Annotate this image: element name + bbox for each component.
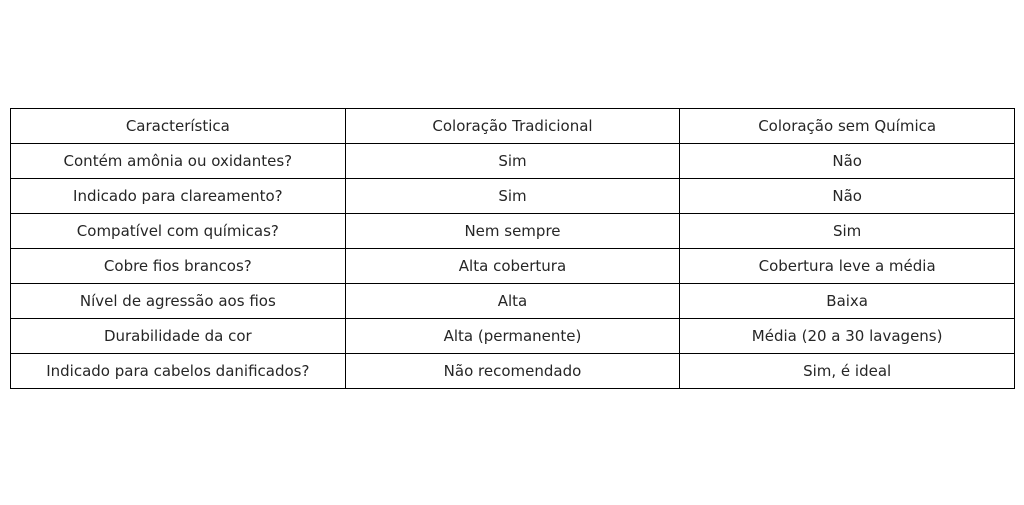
table-row [11,319,1015,354]
header-cell-coloracao-sem-quimica: Coloração sem Química [680,109,1015,144]
table-row [11,249,1015,284]
table-cell: Sim [680,214,1015,249]
header-cell-coloracao-tradicional: Coloração Tradicional [345,109,680,144]
table-row [11,354,1015,389]
table-cell: Sim [345,144,680,179]
table-cell: Nível de agressão aos fios [11,284,346,319]
header-cell-caracteristica: Característica [11,109,346,144]
table-cell: Alta (permanente) [345,319,680,354]
table-row [11,284,1015,319]
table-cell: Não [680,144,1015,179]
table-header-row [11,109,1015,144]
table-row [11,144,1015,179]
table-cell: Compatível com químicas? [11,214,346,249]
table-cell: Contém amônia ou oxidantes? [11,144,346,179]
table-cell: Cobre fios brancos? [11,249,346,284]
table-cell: Indicado para clareamento? [11,179,346,214]
table-cell: Não recomendado [345,354,680,389]
table-cell: Sim [345,179,680,214]
comparison-table [10,108,1015,389]
table-cell: Não [680,179,1015,214]
table-cell: Durabilidade da cor [11,319,346,354]
comparison-table-container [10,108,1014,389]
table-cell: Baixa [680,284,1015,319]
table-cell: Sim, é ideal [680,354,1015,389]
table-cell: Alta [345,284,680,319]
table-cell: Alta cobertura [345,249,680,284]
table-cell: Média (20 a 30 lavagens) [680,319,1015,354]
table-cell: Nem sempre [345,214,680,249]
table-cell: Indicado para cabelos danificados? [11,354,346,389]
table-cell: Cobertura leve a média [680,249,1015,284]
table-row [11,179,1015,214]
table-row [11,214,1015,249]
